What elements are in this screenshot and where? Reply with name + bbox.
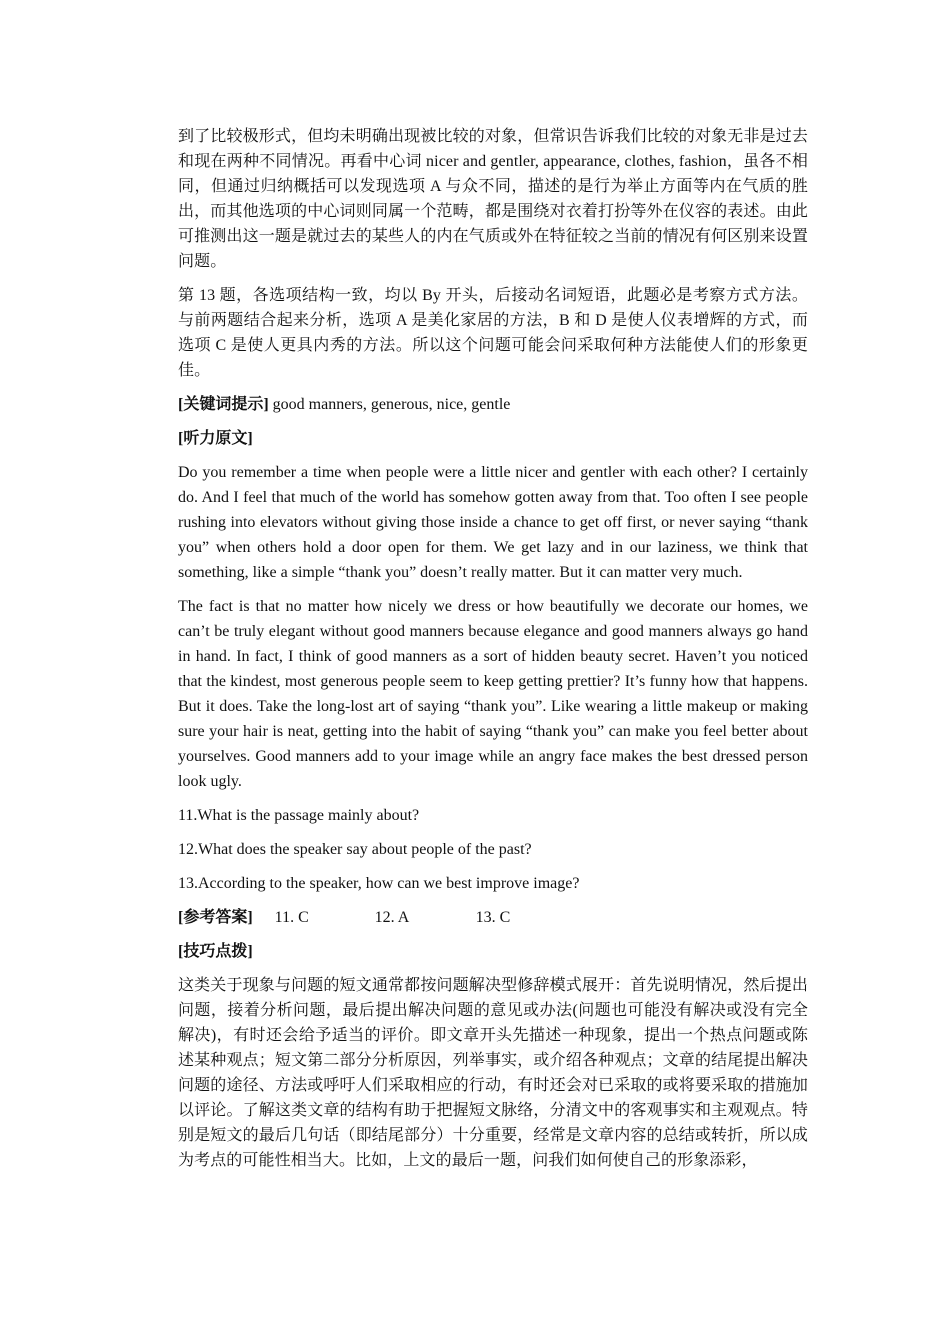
analysis-paragraph-2: 第 13 题，各选项结构一致，均以 By 开头，后接动名词短语，此题必是考察方式方法。与前两题结合起来分析，选项 A 是美化家居的方法，B 和 D 是使人仪表增辉的方式，而选项 C 是使人更具内秀的方法。所以这个问题可能会问采取何种方法能使人们的形象更佳。 bbox=[178, 287, 808, 379]
keywords-label: [关键词提示] bbox=[178, 396, 269, 413]
transcript-heading: [听力原文] bbox=[178, 430, 253, 447]
question-13: 13.According to the speaker, how can we best improve image? bbox=[178, 875, 580, 892]
question-11: 11.What is the passage mainly about? bbox=[178, 807, 420, 824]
keywords-line bbox=[178, 392, 808, 417]
transcript-paragraph-2: The fact is that no matter how nicely we dress or how beautifully we decorate our homes, we can’t be truly elegant without good manners because elegance and good manners always go hand in hand. In fact, I think of good manners as a sort of hidden beauty secret. Haven’t you noticed that the kindest, most generous people seem to keep getting prettier? It’s funny how that happens. But it does. Take the long-lost art of saying “thank you”. Like wearing a little makeup or making sure your hair is neat, getting into the habit of saying “thank you” can make you feel better about yourselves. Good manners add to your image while an angry face makes the best dressed person look ugly. bbox=[178, 598, 808, 790]
answer-11: 11. C bbox=[274, 909, 309, 926]
transcript-paragraph-1: Do you remember a time when people were a little nicer and gentler with each other? I certainly do. And I feel that much of the world has somehow gotten away from that. Too often I see people rushing into elevators without giving those inside a chance to get off first, or never saying “thank you” when others hold a door open for them. We get lazy and in our laziness, we think that something, like a simple “thank you” doesn’t really matter. But it can matter very much. bbox=[178, 464, 808, 581]
tips-paragraph: 这类关于现象与问题的短文通常都按问题解决型修辞模式展开：首先说明情况，然后提出问题，接着分析问题，最后提出解决问题的意见或办法(问题也可能没有解决或没有完全解决)，有时还会给予适当的评价。即文章开头先描述一种现象，提出一个热点问题或陈述某种观点；短文第二部分分析原因，列举事实，或介绍各种观点；文章的结尾提出解决问题的途径、方法或呼吁人们采取相应的行动，有时还会对已采取的或将要采取的措施加以评论。了解这类文章的结构有助于把握短文脉络，分清文中的客观事实和主观观点。特别是短文的最后几句话（即结尾部分）十分重要，经常是文章内容的总结或转折，所以成为考点的可能性相当大。比如，上文的最后一题，问我们如何使自己的形象添彩， bbox=[178, 977, 808, 1169]
answers-line bbox=[178, 905, 808, 930]
tips-heading: [技巧点拨] bbox=[178, 943, 253, 960]
keywords-text: good manners, generous, nice, gentle bbox=[268, 396, 511, 413]
answer-12: 12. A bbox=[374, 909, 410, 926]
answer-13: 13. C bbox=[475, 909, 511, 926]
analysis-paragraph-1: 到了比较极形式，但均未明确出现被比较的对象，但常识告诉我们比较的对象无非是过去和现在两种不同情况。再看中心词 nicer and gentler, appearance, clothes, fashion，虽各不相同，但通过归纳概括可以发现选项 A 与众不同，描述的是行为举止方面等内在气质的胜出，而其他选项的中心词则同属一个范畴，都是围绕对衣着打扮等外在仪容的表述。由此可推测出这一题是就过去的某些人的内在气质或外在特征较之当前的情况有何区别来设置问题。 bbox=[178, 128, 808, 270]
question-12: 12.What does the speaker say about people of the past? bbox=[178, 841, 532, 858]
document-page bbox=[178, 124, 808, 1173]
answers-label: [参考答案] bbox=[178, 909, 253, 926]
